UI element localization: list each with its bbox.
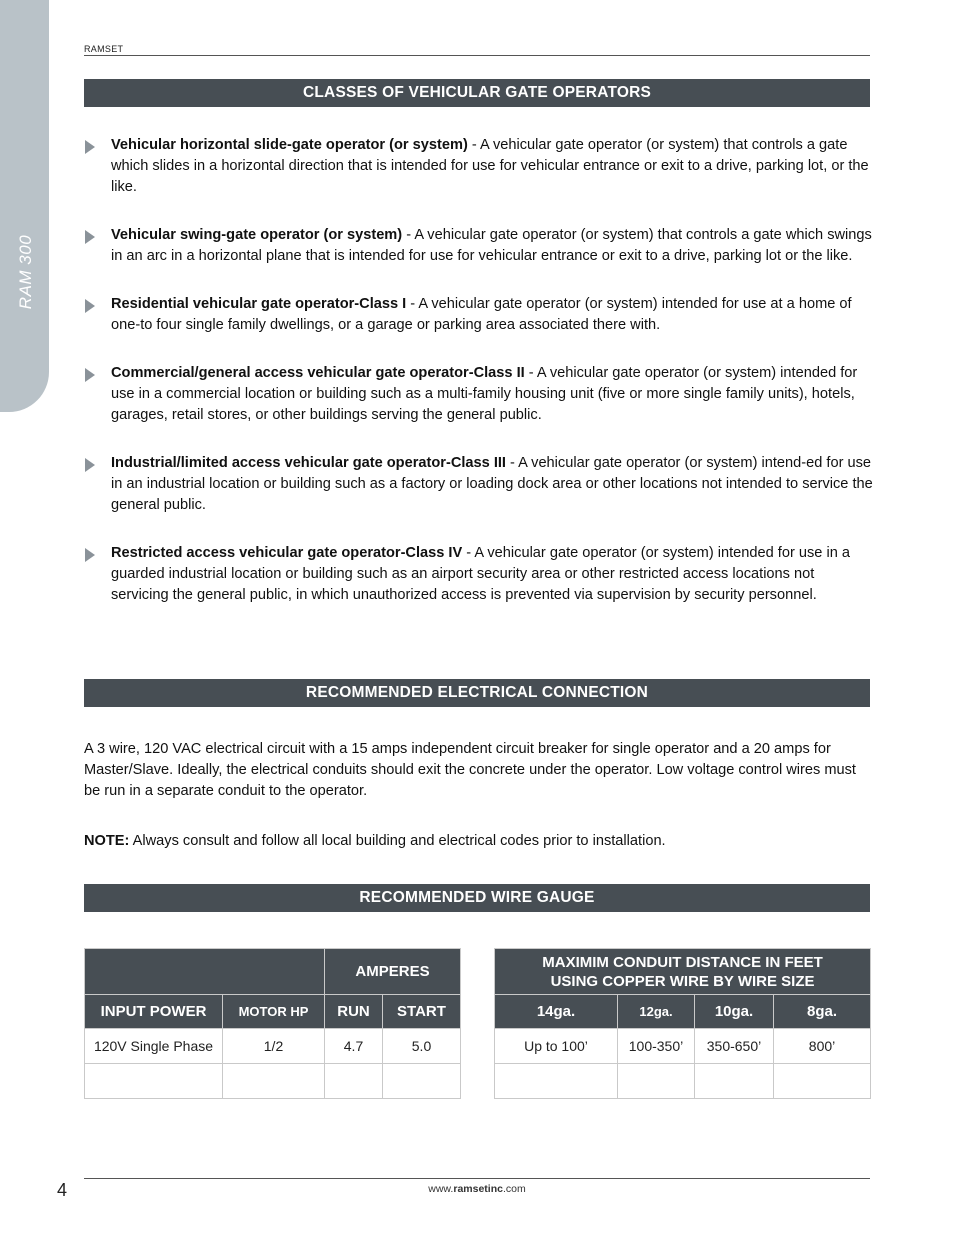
input-power-header: INPUT POWER [85, 995, 223, 1029]
motor-hp-header: MOTOR HP [223, 995, 325, 1029]
power-table [84, 948, 461, 1099]
table-cell [383, 1064, 461, 1099]
table-cell: Up to 100’ [495, 1029, 618, 1064]
power-table-blank-header [85, 949, 325, 995]
table-cell [695, 1064, 774, 1099]
table-cell: 800’ [774, 1029, 871, 1064]
section-title-classes: CLASSES OF VEHICULAR GATE OPERATORS [84, 79, 870, 107]
table-cell [223, 1064, 325, 1099]
table-cell [325, 1064, 383, 1099]
definition-text: - A vehicular gate operator (or system) that controls a gate which swings in an arc in a horizontal plane that is intended for use for vehicular entrance or exit to a drive, parking lot or the like. [111, 227, 872, 264]
definition-item [84, 543, 874, 606]
note-label: NOTE: [84, 833, 130, 849]
definition-term: Industrial/limited access vehicular gate operator-Class III [111, 455, 506, 471]
footer-url-suffix: .com [502, 1183, 526, 1195]
distance-table-title [495, 949, 871, 995]
footer-rule [84, 1178, 870, 1179]
amperes-header: AMPERES [325, 949, 461, 995]
definition-text: - A vehicular gate operator (or system) intend-ed for use in an industrial location or building such as a factory or loading dock area or other locations not intended to service the general public. [111, 455, 873, 513]
page-number: 4 [57, 1180, 68, 1200]
side-tab-label: RAM 300 [16, 234, 35, 310]
distance-title-line1: MAXIMIM CONDUIT DISTANCE IN FEET [542, 953, 823, 971]
run-header: RUN [325, 995, 383, 1029]
start-header: START [383, 995, 461, 1029]
table-cell: 4.7 [325, 1029, 383, 1064]
bullet-triangle-icon [85, 368, 95, 382]
definition-item [84, 453, 874, 516]
side-tab [0, 0, 49, 412]
definition-term: Residential vehicular gate operator-Class I [111, 296, 407, 312]
distance-table [494, 948, 871, 1099]
table-cell: 350-650’ [695, 1029, 774, 1064]
definition-text: - A vehicular gate operator (or system) that controls a gate which slides in a horizontal direction that is intended for use for vehicular entrance or exit to a drive, parking lot, or the like. [111, 137, 869, 195]
definition-item [84, 225, 874, 267]
table-row-empty [495, 1064, 871, 1099]
section-title-electrical: RECOMMENDED ELECTRICAL CONNECTION [84, 679, 870, 707]
table-row [495, 1029, 871, 1064]
table-row-empty [85, 1064, 461, 1099]
bullet-triangle-icon [85, 140, 95, 154]
definition-term: Restricted access vehicular gate operator-Class IV [111, 545, 463, 561]
footer-url-domain: ramsetinc [453, 1183, 503, 1195]
table-cell [85, 1064, 223, 1099]
definition-term: Vehicular horizontal slide-gate operator (or system) [111, 137, 468, 153]
bullet-triangle-icon [85, 548, 95, 562]
table-cell [618, 1064, 695, 1099]
note-text: Always consult and follow all local building and electrical codes prior to installation. [129, 833, 666, 849]
table-cell: 120V Single Phase [85, 1029, 223, 1064]
table-cell: 5.0 [383, 1029, 461, 1064]
header-brand: RAMSET [84, 44, 124, 54]
definition-text: - A vehicular gate operator (or system) intended for use at a home of one-to four single family dwellings, or a garage or parking area associated there with. [111, 296, 852, 333]
table-cell: 100-350’ [618, 1029, 695, 1064]
bullet-triangle-icon [85, 458, 95, 472]
footer-url-prefix: www. [428, 1183, 454, 1195]
electrical-note [84, 831, 874, 852]
gauge-12-header: 12ga. [618, 995, 695, 1029]
definition-text: - A vehicular gate operator (or system) intended for use in a guarded industrial location or building such as an airport security area or other restricted access locations not servicing the general public, in which unauthorized access is prevented via supervision by security personnel. [111, 545, 850, 603]
definition-list [84, 135, 874, 633]
footer-url [0, 1183, 954, 1195]
table-row [85, 1029, 461, 1064]
table-cell: 1/2 [223, 1029, 325, 1064]
table-cell [495, 1064, 618, 1099]
definition-item [84, 294, 874, 336]
electrical-paragraph: A 3 wire, 120 VAC electrical circuit with a 15 amps independent circuit breaker for single operator and a 20 amps for Master/Slave. Ideally, the electrical conduits should exit the concrete under the operator. Low voltage control wires must be run in a separate conduit to the operator. [84, 741, 856, 799]
definition-item [84, 363, 874, 426]
definition-item [84, 135, 874, 198]
definition-text: - A vehicular gate operator (or system) intended for use in a commercial location or building such as a multi-family housing unit (five or more single family units), hotels, garages, retail stores, or other buildings serving the general public. [111, 365, 858, 423]
gauge-8-header: 8ga. [774, 995, 871, 1029]
distance-title-line2: USING COPPER WIRE BY WIRE SIZE [550, 972, 815, 990]
gauge-10-header: 10ga. [695, 995, 774, 1029]
definition-term: Commercial/general access vehicular gate operator-Class II [111, 365, 525, 381]
gauge-14-header: 14ga. [495, 995, 618, 1029]
definition-term: Vehicular swing-gate operator (or system) [111, 227, 403, 243]
bullet-triangle-icon [85, 299, 95, 313]
section-title-wire: RECOMMENDED WIRE GAUGE [84, 884, 870, 912]
bullet-triangle-icon [85, 230, 95, 244]
header-rule [84, 55, 870, 56]
table-cell [774, 1064, 871, 1099]
